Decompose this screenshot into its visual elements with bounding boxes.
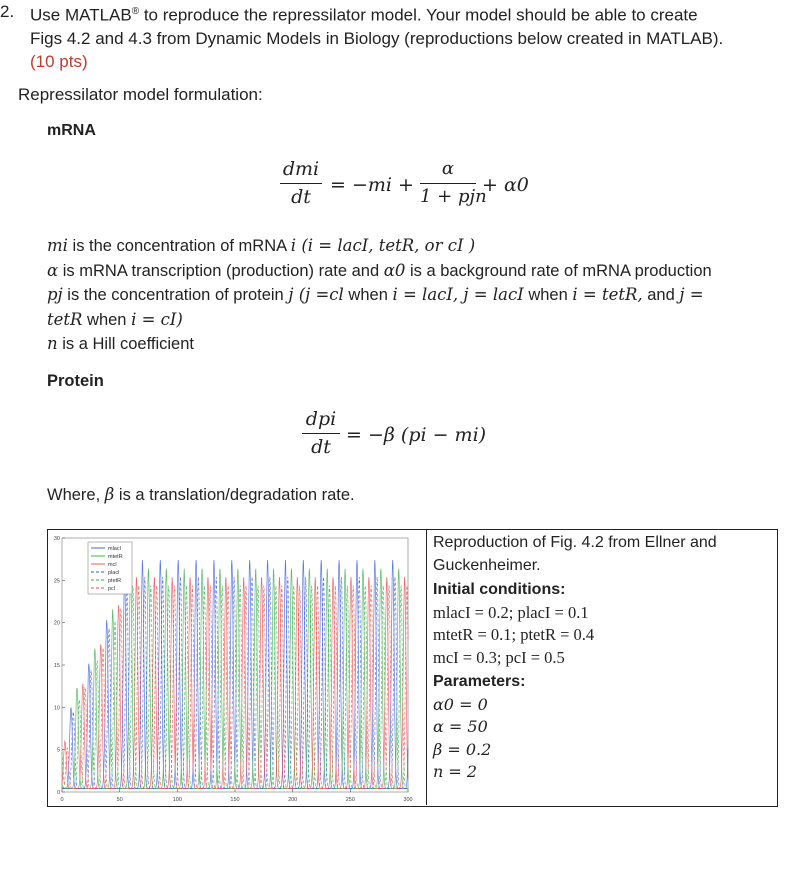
mrna-descriptions [47,234,787,357]
protein-eq-lhs-den: dt [302,433,340,458]
legend-label-mtetR: mtetR [108,554,123,560]
question-points: (10 pts) [30,51,88,71]
protein-heading: Protein [47,372,104,390]
y-tick-label: 30 [53,536,60,542]
x-tick-label: 150 [230,797,240,803]
formulation-heading: Repressilator model formulation: [18,85,263,104]
param-n: n = 2 [433,762,478,781]
protein-eq-rhs: = −β (pi − mi) [346,424,487,446]
mrna-eq-frac-den: 1 + pjn [420,183,476,207]
caption-line1: Reproduction of Fig. 4.2 from Ellner and [433,534,717,551]
y-tick-label: 15 [53,663,60,669]
legend-label-pcl: pcl [108,586,116,592]
mrna-desc-line4: tetR when i = cI) [47,309,183,329]
x-tick-label: 0 [60,797,64,803]
figure-table [47,529,778,807]
mrna-eq-lhs-den: dt [280,183,322,208]
question-number: 2. [0,2,15,21]
question-line1-b: to reproduce the repressilator model. Your model should be able to create [139,5,698,25]
mrna-heading: mRNA [47,122,96,139]
y-tick-label: 0 [56,790,60,796]
param-alpha: α = 50 [433,717,488,736]
trademark: ® [131,6,140,17]
legend-label-ptetR: ptetR [108,578,122,584]
protein-equation [302,408,542,468]
mrna-eq-frac-num: α [441,158,455,179]
mrna-desc-line5: n is a Hill coefficient [47,334,194,353]
initial-conditions-heading: Initial conditions: [433,581,566,598]
y-tick-label: 5 [56,747,60,754]
question-line2: Figs 4.2 and 4.3 from Dynamic Models in Biology (reproductions below created in MATLAB). [30,28,724,48]
repressilator-chart [48,530,424,805]
mrna-equation [280,158,580,218]
figure-caption-cell [433,532,773,784]
ic-line3: mcI = 0.3; pcI = 0.5 [433,647,565,667]
ic-line2: mtetR = 0.1; ptetR = 0.4 [433,625,595,644]
y-tick-label: 25 [53,578,60,585]
legend-label-placl: placl [108,570,120,576]
mrna-eq-lhs-num: dmi [282,158,320,180]
legend-label-mcl: mcl [108,562,117,568]
mrna-eq-tail: + α0 [482,174,529,196]
y-tick-label: 10 [53,705,60,712]
param-alpha0: α0 = 0 [433,694,488,714]
mrna-desc-line2: α is mRNA transcription (production) rate and α0 is a background rate of mRNA production [47,260,712,280]
param-beta: β = 0.2 [433,739,492,759]
mrna-eq-mid: = −mi + [330,174,414,196]
ic-line1: mlacI = 0.2; placI = 0.1 [433,602,589,622]
legend-label-mlacl: mlacl [108,546,121,552]
parameters-heading: Parameters: [433,673,526,690]
y-tick-label: 20 [53,620,60,627]
figure-cell [48,530,427,805]
caption-line2: Guckenheimer. [433,556,541,574]
x-tick-label: 50 [116,797,123,803]
x-tick-label: 200 [288,797,298,803]
mrna-desc-line1: mi is the concentration of mRNA i (i = lacI, tetR, or cI ) [47,236,476,255]
x-tick-label: 300 [403,797,413,803]
mrna-desc-line3: pj is the concentration of protein j (j =cl when i = lacI, j = lacI when i = tetR, and j = [47,285,704,304]
protein-where: Where, β is a translation/degradation rate. [47,485,355,504]
question-line1-a: Use MATLAB [30,5,132,25]
x-tick-label: 250 [345,797,355,803]
x-tick-label: 100 [172,797,182,803]
protein-eq-lhs-num: dpi [305,408,337,430]
question-body [30,0,770,73]
